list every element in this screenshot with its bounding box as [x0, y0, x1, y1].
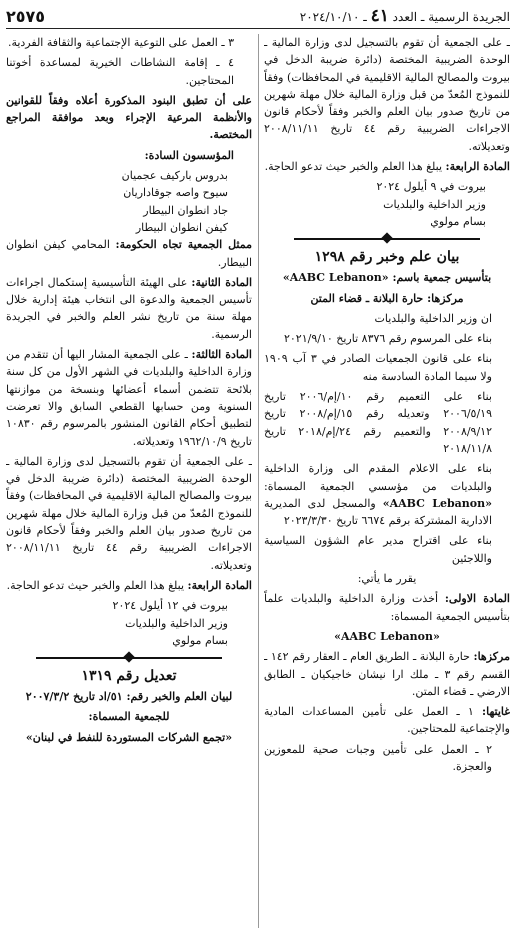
goal-item: ٤ ـ إقامة النشاطات الخيرية لمساعدة أخوتنا المحتاجين.	[6, 56, 234, 87]
signature-place-date: بيروت في ٩ أيلول ٢٠٢٤	[376, 180, 486, 194]
goal-text: ١ ـ العمل على تأمين المساعدات المادية والإجتماعية للمحتاجين.	[264, 705, 510, 736]
signature-title: وزير الداخلية والبلديات	[125, 616, 228, 630]
signature-place-date: بيروت في ١٢ أيلول ٢٠٢٤	[112, 599, 228, 613]
association-headquarters	[264, 648, 510, 700]
article-text: على الهيئة التأسيسية إستكمال اجراءات تأسيس الجمعية والدعوة الى انتخاب هيئة إدارية خلال مهلة سنة من تاريخ نشر العلم والخبر في الجريدة الرسمية.	[6, 275, 252, 341]
section-ornament	[6, 653, 252, 663]
goal-label: غايتها:	[482, 705, 510, 719]
header-title	[300, 6, 510, 26]
signature-title: وزير الداخلية والبلديات	[383, 197, 486, 211]
goal-item: ٣ ـ العمل على التوعية الإجتماعية والثقافة الفردية.	[7, 36, 234, 49]
amendment-title: تعديل رقم ١٣١٩	[81, 668, 177, 685]
founder-name: جاد انطوان البيطار	[143, 203, 228, 217]
amendment-subject-name: «تجمع الشركات المستوردة للنفط في لبنان»	[25, 730, 233, 744]
page-number: ٢٥٧٥	[6, 6, 46, 26]
decree-heading: يقرر ما يأتي:	[357, 572, 417, 586]
article-text: ـ على الجمعية المشار اليها أن تتقدم من وزارة الداخلية والبلديات في الشهر الأول من كل سنة بلائحة تتضمن أسماء أعضائها وبنسخة من موازنتها السنوية ومن حسابها القطعي السابق والا تعرضت لتطبيق أحكام القانون المنشور بالمرسوم رقم ١٠٨٣٠ تاريخ ١٩٦٢/١٠/٩ وتعديلاته.	[6, 348, 252, 448]
article-label: المادة الثانية:	[191, 275, 252, 289]
compliance-clause: على أن تطبق البنود المذكورة أعلاه وفقاً للقوانين والأنظمة المرعية الإجراء وبعد موافقة المراجع المختصة.	[6, 93, 252, 142]
notice-subtitle	[264, 269, 510, 286]
preamble-notification	[264, 460, 510, 529]
column-divider	[258, 34, 259, 928]
signature-name: بسام مولوي	[172, 633, 228, 647]
preamble-minister: ان وزير الداخلية والبلديات	[374, 311, 492, 325]
left-column	[6, 34, 252, 932]
hq-label: مركزها:	[473, 650, 510, 664]
preamble-decree: بناء على المرسوم رقم ٨٣٧٦ تاريخ ٢٠٢١/٩/١٠	[283, 332, 492, 346]
hq-text: حارة البلانة ـ الطريق العام ـ العقار رقم ١٤٢ ـ القسم رقم ٣ ـ ملك ارا نيشان خاجيكيان ـ الطابق الارضي ـ قضاء المتن.	[264, 650, 510, 698]
issue-date: ـ ٢٠٢٤/١٠/١٠	[299, 10, 367, 24]
rep-text: المحامي كيفن انطوان البيطار.	[6, 238, 252, 269]
journal-name: الجريدة الرسمية ـ العدد	[392, 10, 510, 24]
association-name: «AABC Lebanon»	[334, 629, 440, 643]
founder-name: بدروس باركيف عجميان	[121, 169, 228, 183]
right-column	[264, 34, 510, 932]
amendment-reference: لبيان العلم والخبر رقم: ٥١/اد تاريخ ٢٠٠٧/٣/٢	[25, 690, 233, 704]
government-representative	[6, 236, 252, 271]
article-four	[264, 158, 510, 175]
article-three	[6, 346, 252, 450]
preamble-proposal: بناء على اقتراح مدير عام الشؤون السياسية واللاجئين	[264, 534, 492, 565]
section-ornament	[264, 234, 510, 244]
article-two	[6, 274, 252, 343]
association-name: «AABC Lebanon»	[282, 271, 389, 285]
article-text: يبلغ هذا العلم والخبر حيث تدعو الحاجة.	[6, 578, 185, 592]
notice-title: بيان علم وخبر رقم ١٢٩٨	[314, 249, 460, 266]
article-text: أخذت وزارة الداخلية والبلديات علماً بتأسيس الجمعية المسماة:	[264, 592, 510, 623]
article-label: المادة الرابعة:	[187, 578, 252, 592]
founder-name: كيفن انطوان البيطار	[135, 220, 228, 234]
article-label: المادة الرابعة:	[445, 160, 510, 174]
notice-location: مركزها: حارة البلانة ـ قضاء المتن	[310, 291, 464, 305]
notification-text: بناء على الاعلام المقدم الى وزارة الداخلية والبلديات من مؤسسي الجمعية المسماة:	[264, 462, 492, 493]
amendment-subject-label: للجمعية المسماة:	[88, 710, 170, 724]
article-label: المادة الثالثة:	[191, 348, 252, 362]
article-text: يبلغ هذا العلم والخبر حيث تدعو الحاجة.	[264, 160, 443, 174]
article-one	[264, 590, 510, 625]
association-name: «AABC Lebanon»	[382, 496, 493, 510]
article-label: المادة الاولى:	[444, 592, 510, 606]
signature-name: بسام مولوي	[430, 214, 486, 228]
subtitle-text: بتأسيس جمعية باسم:	[392, 271, 492, 285]
notification-registration: والمسجل لدى المديرية الادارية المشتركة برقم ٦٦٧٤ تاريخ ٢٠٢٣/٣/٣٠	[264, 496, 492, 528]
preamble-circular: بناء على التعميم رقم ١٠/إم/٢٠٠٦ تاريخ ٢٠٠٦/٥/١٩ وتعديله رقم ١٥/إم/٢٠٠٨ تاريخ ٢٠٠٨/٩/١٢ والتعميم رقم ٢٤/إم/٢٠١٨ تاريخ ٢٠١٨/١١/٨	[264, 390, 492, 455]
rep-label: ممثل الجمعية تجاه الحكومة:	[115, 238, 252, 252]
founders-label: المؤسسون السادة:	[144, 148, 234, 162]
goal-item: ٢ ـ العمل على تأمين وجبات صحية للمعوزين والعجزة.	[264, 742, 492, 773]
preamble-law: بناء على قانون الجمعيات الصادر في ٣ آب ١٩٠٩ ولا سيما المادة السادسة منه	[264, 352, 493, 383]
page-header	[6, 4, 510, 29]
tax-registration-paragraph: ـ على الجمعية أن تقوم بالتسجيل لدى وزارة المالية ـ الوحدة الضريبية المختصة (دائرة ضريبة الدخل في بيروت والمصالح المالية الاقليمية في المحافظات) وفقاً للنموذج المُعدّ من قبل وزارة المالية خلال مهلة شهرين من تاريخ صدور بيان العلم والخبر وفقاً لأحكام قانون الاجراءات الضريبية رقم ٤٤ تاريخ ٢٠٠٨/١١/١١ وتعديلاته.	[264, 36, 510, 153]
article-four	[6, 577, 252, 594]
issue-number: ٤١	[370, 6, 389, 26]
tax-registration-paragraph: ـ على الجمعية أن تقوم بالتسجيل لدى وزارة المالية ـ الوحدة الضريبية المختصة (دائرة ضريبة الدخل في بيروت والمصالح المالية الاقليمية في المحافظات) وفقاً للنموذج المُعدّ من قبل وزارة المالية خلال مهلة شهرين من تاريخ صدور بيان العلم والخبر وفقاً لأحكام قانون الاجراءات الضريبية رقم ٤٤ تاريخ ٢٠٠٨/١١/١١ وتعديلاته.	[6, 454, 252, 572]
association-goals	[264, 703, 510, 738]
founder-name: سيوح واصه جوقاداريان	[123, 186, 228, 200]
